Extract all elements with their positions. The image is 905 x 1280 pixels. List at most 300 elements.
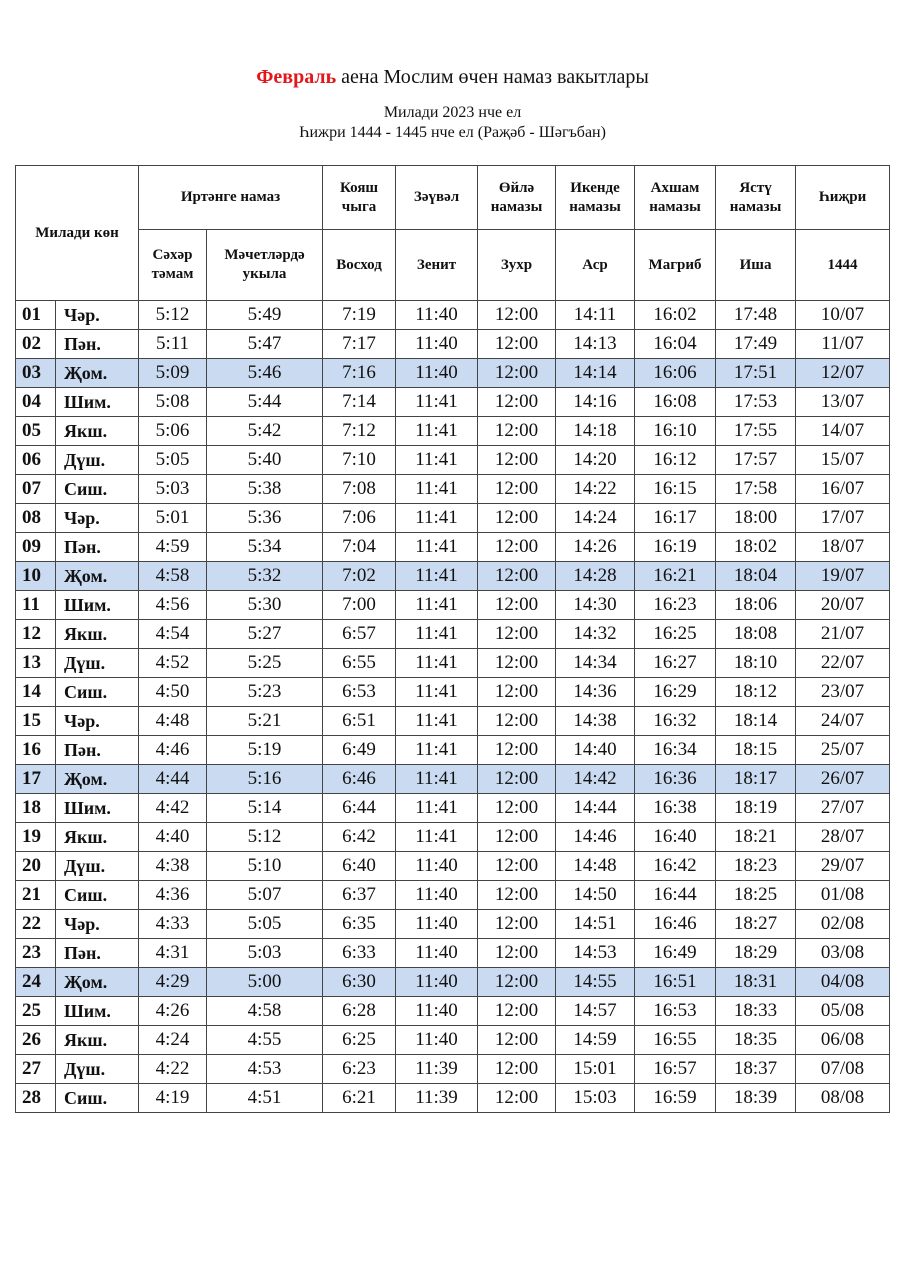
header-mosque: Мәчетләрдә укыла <box>207 230 323 301</box>
weekday: Якш. <box>56 1026 139 1055</box>
maghrib-time: 16:10 <box>635 417 716 446</box>
maghrib-time: 16:15 <box>635 475 716 504</box>
day-number: 03 <box>16 359 56 388</box>
table-row <box>16 533 890 562</box>
page-title <box>0 66 905 89</box>
zawal-time: 11:41 <box>396 707 478 736</box>
sahar-time: 5:09 <box>139 359 207 388</box>
day-number: 25 <box>16 997 56 1026</box>
day-number: 23 <box>16 939 56 968</box>
weekday: Чәр. <box>56 707 139 736</box>
day-number: 24 <box>16 968 56 997</box>
header-sunrise: Кояш чыга <box>323 166 396 230</box>
table-row <box>16 446 890 475</box>
asr-time: 14:34 <box>556 649 635 678</box>
hijri-date: 17/07 <box>796 504 890 533</box>
sahar-time: 4:33 <box>139 910 207 939</box>
dhuhr-time: 12:00 <box>478 475 556 504</box>
isha-time: 17:51 <box>716 359 796 388</box>
mosque-time: 5:27 <box>207 620 323 649</box>
asr-time: 14:48 <box>556 852 635 881</box>
table-row <box>16 881 890 910</box>
dhuhr-time: 12:00 <box>478 968 556 997</box>
sunrise-time: 6:30 <box>323 968 396 997</box>
hijri-date: 26/07 <box>796 765 890 794</box>
isha-time: 18:14 <box>716 707 796 736</box>
sahar-time: 4:59 <box>139 533 207 562</box>
asr-time: 14:24 <box>556 504 635 533</box>
hijri-date: 20/07 <box>796 591 890 620</box>
mosque-time: 5:03 <box>207 939 323 968</box>
mosque-time: 4:53 <box>207 1055 323 1084</box>
asr-time: 14:20 <box>556 446 635 475</box>
sunrise-time: 7:17 <box>323 330 396 359</box>
dhuhr-time: 12:00 <box>478 881 556 910</box>
table-row <box>16 591 890 620</box>
dhuhr-time: 12:00 <box>478 417 556 446</box>
mosque-time: 5:36 <box>207 504 323 533</box>
asr-time: 14:22 <box>556 475 635 504</box>
isha-time: 18:04 <box>716 562 796 591</box>
dhuhr-time: 12:00 <box>478 765 556 794</box>
day-number: 07 <box>16 475 56 504</box>
prayer-times-table <box>15 165 890 1113</box>
sunrise-time: 6:44 <box>323 794 396 823</box>
title-text: аена Мослим өчен намаз вакытлары <box>341 66 649 88</box>
table-row <box>16 997 890 1026</box>
table-row <box>16 417 890 446</box>
asr-time: 14:40 <box>556 736 635 765</box>
hijri-date: 16/07 <box>796 475 890 504</box>
hijri-date: 01/08 <box>796 881 890 910</box>
mosque-time: 5:49 <box>207 301 323 330</box>
asr-time: 14:50 <box>556 881 635 910</box>
dhuhr-time: 12:00 <box>478 1026 556 1055</box>
asr-time: 14:55 <box>556 968 635 997</box>
dhuhr-time: 12:00 <box>478 910 556 939</box>
day-number: 26 <box>16 1026 56 1055</box>
zawal-time: 11:41 <box>396 649 478 678</box>
day-number: 04 <box>16 388 56 417</box>
dhuhr-time: 12:00 <box>478 707 556 736</box>
dhuhr-time: 12:00 <box>478 852 556 881</box>
asr-time: 14:16 <box>556 388 635 417</box>
sahar-time: 4:29 <box>139 968 207 997</box>
maghrib-time: 16:25 <box>635 620 716 649</box>
weekday: Сиш. <box>56 881 139 910</box>
table-row <box>16 823 890 852</box>
table-row <box>16 736 890 765</box>
isha-time: 17:55 <box>716 417 796 446</box>
mosque-time: 5:42 <box>207 417 323 446</box>
mosque-time: 5:38 <box>207 475 323 504</box>
isha-time: 18:27 <box>716 910 796 939</box>
mosque-time: 5:05 <box>207 910 323 939</box>
sahar-time: 4:44 <box>139 765 207 794</box>
isha-time: 18:10 <box>716 649 796 678</box>
weekday: Пән. <box>56 736 139 765</box>
weekday: Дүш. <box>56 852 139 881</box>
header-isha: Ястү намазы <box>716 166 796 230</box>
hijri-date: 14/07 <box>796 417 890 446</box>
weekday: Пән. <box>56 533 139 562</box>
weekday: Пән. <box>56 330 139 359</box>
header-dhuhr: Өйлә намазы <box>478 166 556 230</box>
sahar-time: 4:56 <box>139 591 207 620</box>
zawal-time: 11:40 <box>396 881 478 910</box>
maghrib-time: 16:40 <box>635 823 716 852</box>
hijri-date: 27/07 <box>796 794 890 823</box>
asr-time: 14:57 <box>556 997 635 1026</box>
sahar-time: 5:01 <box>139 504 207 533</box>
sahar-time: 4:36 <box>139 881 207 910</box>
weekday: Сиш. <box>56 1084 139 1113</box>
header-maghrib-ru: Магриб <box>635 230 716 301</box>
sahar-time: 4:40 <box>139 823 207 852</box>
isha-time: 18:19 <box>716 794 796 823</box>
zawal-time: 11:40 <box>396 997 478 1026</box>
maghrib-time: 16:08 <box>635 388 716 417</box>
table-row <box>16 707 890 736</box>
table-row <box>16 1026 890 1055</box>
asr-time: 14:11 <box>556 301 635 330</box>
sunrise-time: 6:23 <box>323 1055 396 1084</box>
sunrise-time: 7:14 <box>323 388 396 417</box>
mosque-time: 5:19 <box>207 736 323 765</box>
weekday: Чәр. <box>56 301 139 330</box>
dhuhr-time: 12:00 <box>478 301 556 330</box>
weekday: Дүш. <box>56 1055 139 1084</box>
hijri-date: 22/07 <box>796 649 890 678</box>
sunrise-time: 6:37 <box>323 881 396 910</box>
zawal-time: 11:41 <box>396 417 478 446</box>
zawal-time: 11:40 <box>396 968 478 997</box>
sunrise-time: 6:57 <box>323 620 396 649</box>
weekday: Җом. <box>56 359 139 388</box>
day-number: 09 <box>16 533 56 562</box>
mosque-time: 5:34 <box>207 533 323 562</box>
asr-time: 15:01 <box>556 1055 635 1084</box>
hijri-date: 15/07 <box>796 446 890 475</box>
sunrise-time: 7:06 <box>323 504 396 533</box>
sunrise-time: 7:10 <box>323 446 396 475</box>
day-number: 16 <box>16 736 56 765</box>
zawal-time: 11:41 <box>396 591 478 620</box>
weekday: Җом. <box>56 562 139 591</box>
table-row <box>16 1084 890 1113</box>
asr-time: 14:53 <box>556 939 635 968</box>
isha-time: 18:37 <box>716 1055 796 1084</box>
sunrise-time: 7:02 <box>323 562 396 591</box>
hijri-date: 04/08 <box>796 968 890 997</box>
isha-time: 18:33 <box>716 997 796 1026</box>
maghrib-time: 16:59 <box>635 1084 716 1113</box>
isha-time: 18:08 <box>716 620 796 649</box>
dhuhr-time: 12:00 <box>478 591 556 620</box>
table-row <box>16 910 890 939</box>
sunrise-time: 6:55 <box>323 649 396 678</box>
mosque-time: 5:00 <box>207 968 323 997</box>
weekday: Шим. <box>56 794 139 823</box>
mosque-time: 4:55 <box>207 1026 323 1055</box>
isha-time: 18:31 <box>716 968 796 997</box>
zawal-time: 11:39 <box>396 1084 478 1113</box>
table-row <box>16 794 890 823</box>
isha-time: 17:53 <box>716 388 796 417</box>
weekday: Җом. <box>56 968 139 997</box>
zawal-time: 11:41 <box>396 562 478 591</box>
day-number: 11 <box>16 591 56 620</box>
dhuhr-time: 12:00 <box>478 736 556 765</box>
asr-time: 14:28 <box>556 562 635 591</box>
dhuhr-time: 12:00 <box>478 939 556 968</box>
zawal-time: 11:40 <box>396 852 478 881</box>
zawal-time: 11:40 <box>396 939 478 968</box>
day-number: 20 <box>16 852 56 881</box>
mosque-time: 5:07 <box>207 881 323 910</box>
hijri-date: 13/07 <box>796 388 890 417</box>
sahar-time: 4:46 <box>139 736 207 765</box>
isha-time: 17:48 <box>716 301 796 330</box>
sahar-time: 4:54 <box>139 620 207 649</box>
sunrise-time: 7:08 <box>323 475 396 504</box>
maghrib-time: 16:42 <box>635 852 716 881</box>
day-number: 27 <box>16 1055 56 1084</box>
mosque-time: 5:32 <box>207 562 323 591</box>
mosque-time: 5:25 <box>207 649 323 678</box>
day-number: 06 <box>16 446 56 475</box>
mosque-time: 5:46 <box>207 359 323 388</box>
isha-time: 18:15 <box>716 736 796 765</box>
day-number: 08 <box>16 504 56 533</box>
title-month: Февраль <box>256 66 337 88</box>
day-number: 17 <box>16 765 56 794</box>
sunrise-time: 6:21 <box>323 1084 396 1113</box>
maghrib-time: 16:29 <box>635 678 716 707</box>
sunrise-time: 7:04 <box>323 533 396 562</box>
header-dhuhr-ru: Зухр <box>478 230 556 301</box>
header-morning-prayer: Иртәнге намаз <box>139 166 323 230</box>
maghrib-time: 16:55 <box>635 1026 716 1055</box>
sahar-time: 5:03 <box>139 475 207 504</box>
dhuhr-time: 12:00 <box>478 359 556 388</box>
maghrib-time: 16:51 <box>635 968 716 997</box>
mosque-time: 5:40 <box>207 446 323 475</box>
zawal-time: 11:41 <box>396 475 478 504</box>
dhuhr-time: 12:00 <box>478 823 556 852</box>
isha-time: 18:29 <box>716 939 796 968</box>
dhuhr-time: 12:00 <box>478 1055 556 1084</box>
mosque-time: 5:47 <box>207 330 323 359</box>
weekday: Якш. <box>56 620 139 649</box>
table-row <box>16 765 890 794</box>
maghrib-time: 16:38 <box>635 794 716 823</box>
sunrise-time: 6:40 <box>323 852 396 881</box>
day-number: 15 <box>16 707 56 736</box>
hijri-date: 12/07 <box>796 359 890 388</box>
table-row <box>16 678 890 707</box>
zawal-time: 11:41 <box>396 388 478 417</box>
dhuhr-time: 12:00 <box>478 997 556 1026</box>
sahar-time: 5:05 <box>139 446 207 475</box>
maghrib-time: 16:34 <box>635 736 716 765</box>
sahar-time: 4:22 <box>139 1055 207 1084</box>
header-sahar: Сәхәр тәмам <box>139 230 207 301</box>
mosque-time: 5:21 <box>207 707 323 736</box>
mosque-time: 4:58 <box>207 997 323 1026</box>
hijri-date: 05/08 <box>796 997 890 1026</box>
sunrise-time: 6:49 <box>323 736 396 765</box>
day-number: 14 <box>16 678 56 707</box>
day-number: 22 <box>16 910 56 939</box>
weekday: Чәр. <box>56 910 139 939</box>
table-row <box>16 330 890 359</box>
asr-time: 14:36 <box>556 678 635 707</box>
table-body <box>16 301 890 1113</box>
dhuhr-time: 12:00 <box>478 504 556 533</box>
sahar-time: 5:08 <box>139 388 207 417</box>
dhuhr-time: 12:00 <box>478 678 556 707</box>
weekday: Пән. <box>56 939 139 968</box>
isha-time: 18:17 <box>716 765 796 794</box>
weekday: Сиш. <box>56 678 139 707</box>
maghrib-time: 16:23 <box>635 591 716 620</box>
mosque-time: 5:10 <box>207 852 323 881</box>
sahar-time: 4:48 <box>139 707 207 736</box>
isha-time: 18:06 <box>716 591 796 620</box>
zawal-time: 11:41 <box>396 794 478 823</box>
asr-time: 14:38 <box>556 707 635 736</box>
zawal-time: 11:40 <box>396 1026 478 1055</box>
sunrise-time: 7:12 <box>323 417 396 446</box>
header-asr-ru: Аср <box>556 230 635 301</box>
hijri-date: 11/07 <box>796 330 890 359</box>
header-maghrib: Ахшам намазы <box>635 166 716 230</box>
day-number: 28 <box>16 1084 56 1113</box>
asr-time: 14:59 <box>556 1026 635 1055</box>
dhuhr-time: 12:00 <box>478 562 556 591</box>
mosque-time: 5:44 <box>207 388 323 417</box>
sahar-time: 4:38 <box>139 852 207 881</box>
zawal-time: 11:41 <box>396 620 478 649</box>
sahar-time: 4:19 <box>139 1084 207 1113</box>
sahar-time: 5:12 <box>139 301 207 330</box>
sahar-time: 4:26 <box>139 997 207 1026</box>
day-number: 10 <box>16 562 56 591</box>
asr-time: 14:14 <box>556 359 635 388</box>
maghrib-time: 16:57 <box>635 1055 716 1084</box>
day-number: 01 <box>16 301 56 330</box>
sunrise-time: 7:00 <box>323 591 396 620</box>
mosque-time: 4:51 <box>207 1084 323 1113</box>
header-day: Милади көн <box>16 166 139 301</box>
table-row <box>16 852 890 881</box>
sunrise-time: 6:46 <box>323 765 396 794</box>
sahar-time: 5:11 <box>139 330 207 359</box>
table-row <box>16 475 890 504</box>
maghrib-time: 16:36 <box>635 765 716 794</box>
maghrib-time: 16:53 <box>635 997 716 1026</box>
zawal-time: 11:41 <box>396 823 478 852</box>
sahar-time: 4:31 <box>139 939 207 968</box>
isha-time: 18:00 <box>716 504 796 533</box>
day-number: 05 <box>16 417 56 446</box>
hijri-date: 25/07 <box>796 736 890 765</box>
zawal-time: 11:40 <box>396 910 478 939</box>
dhuhr-time: 12:00 <box>478 620 556 649</box>
isha-time: 18:12 <box>716 678 796 707</box>
day-number: 13 <box>16 649 56 678</box>
maghrib-time: 16:32 <box>635 707 716 736</box>
maghrib-time: 16:49 <box>635 939 716 968</box>
gregorian-year-subtitle: Милади 2023 нче ел <box>383 104 522 121</box>
header-zawal-ru: Зенит <box>396 230 478 301</box>
hijri-date: 02/08 <box>796 910 890 939</box>
mosque-time: 5:30 <box>207 591 323 620</box>
isha-time: 18:25 <box>716 881 796 910</box>
hijri-date: 03/08 <box>796 939 890 968</box>
asr-time: 14:46 <box>556 823 635 852</box>
isha-time: 18:39 <box>716 1084 796 1113</box>
table-row <box>16 359 890 388</box>
isha-time: 17:49 <box>716 330 796 359</box>
sunrise-time: 6:33 <box>323 939 396 968</box>
table-row <box>16 968 890 997</box>
isha-time: 18:35 <box>716 1026 796 1055</box>
maghrib-time: 16:04 <box>635 330 716 359</box>
hijri-date: 29/07 <box>796 852 890 881</box>
weekday: Шим. <box>56 997 139 1026</box>
hijri-date: 23/07 <box>796 678 890 707</box>
dhuhr-time: 12:00 <box>478 388 556 417</box>
dhuhr-time: 12:00 <box>478 533 556 562</box>
dhuhr-time: 12:00 <box>478 330 556 359</box>
asr-time: 14:26 <box>556 533 635 562</box>
hijri-date: 10/07 <box>796 301 890 330</box>
weekday: Якш. <box>56 823 139 852</box>
zawal-time: 11:41 <box>396 533 478 562</box>
dhuhr-time: 12:00 <box>478 1084 556 1113</box>
asr-time: 14:13 <box>556 330 635 359</box>
zawal-time: 11:41 <box>396 504 478 533</box>
mosque-time: 5:16 <box>207 765 323 794</box>
zawal-time: 11:41 <box>396 446 478 475</box>
zawal-time: 11:40 <box>396 301 478 330</box>
maghrib-time: 16:19 <box>635 533 716 562</box>
table-row <box>16 649 890 678</box>
zawal-time: 11:40 <box>396 359 478 388</box>
table-row <box>16 620 890 649</box>
table-row <box>16 504 890 533</box>
sunrise-time: 6:28 <box>323 997 396 1026</box>
asr-time: 14:18 <box>556 417 635 446</box>
asr-time: 15:03 <box>556 1084 635 1113</box>
hijri-date: 21/07 <box>796 620 890 649</box>
dhuhr-time: 12:00 <box>478 446 556 475</box>
hijri-date: 18/07 <box>796 533 890 562</box>
header-hijri-year: 1444 <box>796 230 890 301</box>
asr-time: 14:44 <box>556 794 635 823</box>
sunrise-time: 6:25 <box>323 1026 396 1055</box>
hijri-date: 28/07 <box>796 823 890 852</box>
weekday: Сиш. <box>56 475 139 504</box>
sunrise-time: 6:35 <box>323 910 396 939</box>
zawal-time: 11:41 <box>396 736 478 765</box>
weekday: Чәр. <box>56 504 139 533</box>
asr-time: 14:42 <box>556 765 635 794</box>
maghrib-time: 16:17 <box>635 504 716 533</box>
sahar-time: 4:58 <box>139 562 207 591</box>
